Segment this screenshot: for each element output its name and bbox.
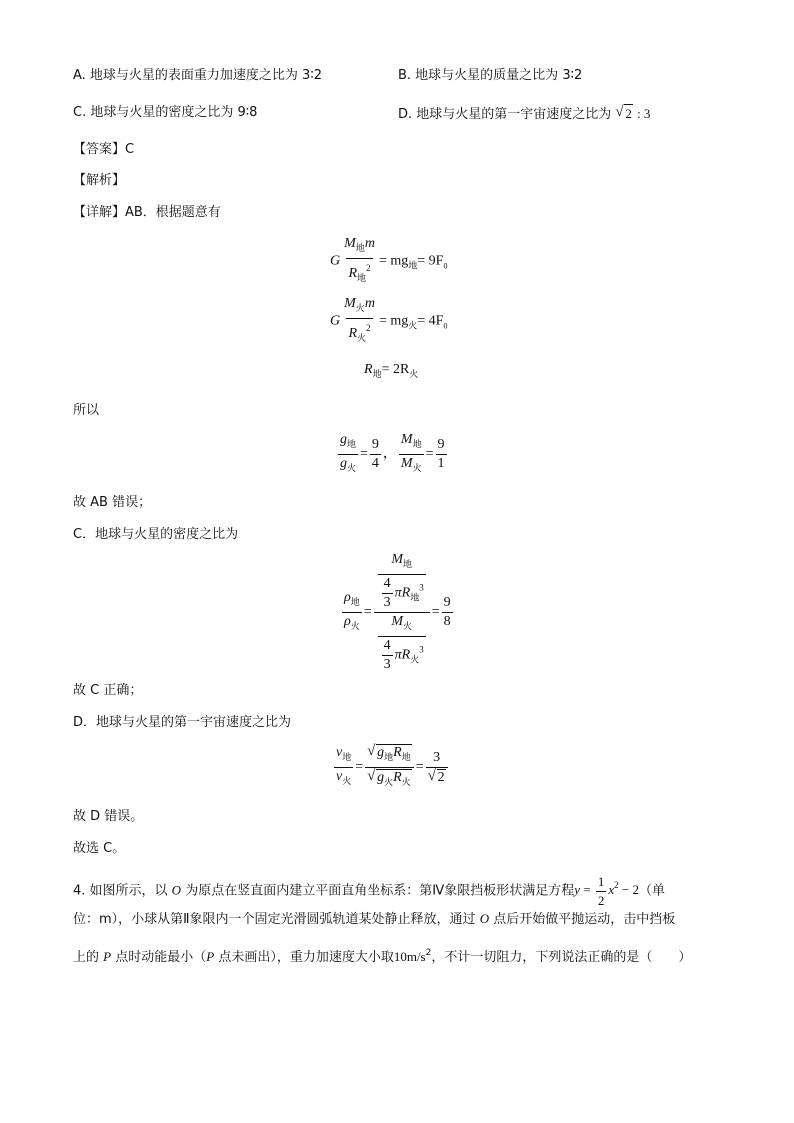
question4-equation: y = $\frac{1}{2}$ $x^2 - 2$ — [574, 874, 639, 908]
c-right-text: 故 C 正确； — [73, 683, 143, 698]
option-a: A. 地球与火星的表面重力加速度之比为 3∶2 — [73, 68, 322, 83]
equation-density-ratio: $\frac{\rho_地}{\rho_火}$ = $M_地$ $\frac{4}{3}$ $\pi R_地^3$ $M_火$ $\frac{4}{3}$ $\pi R_火^3$ = $\frac{9}{8}$ — [344, 552, 451, 672]
ab-wrong-text: 故 AB 错误； — [73, 495, 152, 510]
equation-g-m-ratio: $\frac{g_地}{g_火}$ = $\frac{9}{4}$ ， $\frac{M_地}{M_火}$ = $\frac{9}{1}$ — [336, 432, 449, 477]
question4-line3: 上的 P 点时动能最小（P 点未画出），重力加速度大小取$10m/s^2$，不计一切阻力，下列说法正确的是（ ） — [73, 948, 692, 965]
equation-velocity-ratio: $\frac{v_地}{v_火}$ = √ $g_地R_地$ √ $g_火R_火$ = 3 √ 2 — [332, 744, 450, 791]
d-wrong-text: 故 D 错误。 — [73, 809, 144, 824]
question4-line2: 位：m），小球从第Ⅱ象限内一个固定光滑圆弧轨道某处静止释放，通过 O 点后开始做平抛运动，击中挡板 — [73, 911, 676, 927]
so-text: 所以 — [73, 403, 100, 418]
option-b: B. 地球与火星的质量之比为 3∶2 — [398, 68, 583, 83]
detail-intro: 【详解】AB．根据题意有 — [73, 205, 221, 220]
question4-line1: 4. 如图所示，以 O 为原点在竖直面内建立平面直角坐标系：第Ⅳ象限挡板形状满足方程y = $\frac{1}{2}$ $x^2 - 2$（单 — [73, 874, 665, 908]
d-heading-text: D．地球与火星的第一宇宙速度之比为 — [73, 715, 292, 730]
c-heading-text: C．地球与火星的密度之比为 — [73, 527, 239, 542]
option-d-ratio: : 3 — [637, 106, 651, 121]
equation-gravity-mars: G $\frac{M_火m}{R_火^2}$ = $mg_火= 4F_0$ — [330, 296, 447, 347]
equation-gravity-earth: G $\frac{M_地m}{R_地^2}$ = $mg_地= 9F_0$ — [330, 236, 447, 287]
option-d-sqrt: √ 2 — [615, 104, 632, 121]
equation-radius-ratio: $R_地= 2R_火$ — [364, 362, 419, 380]
option-c: C. 地球与火星的密度之比为 9∶8 — [73, 105, 258, 120]
answer-line: 【答案】C — [73, 142, 135, 157]
option-d-text: D. 地球与火星的第一宇宙速度之比为 — [398, 107, 612, 122]
option-d — [398, 104, 650, 124]
choose-text: 故选 C。 — [73, 841, 126, 856]
analysis-heading: 【解析】 — [73, 173, 126, 188]
